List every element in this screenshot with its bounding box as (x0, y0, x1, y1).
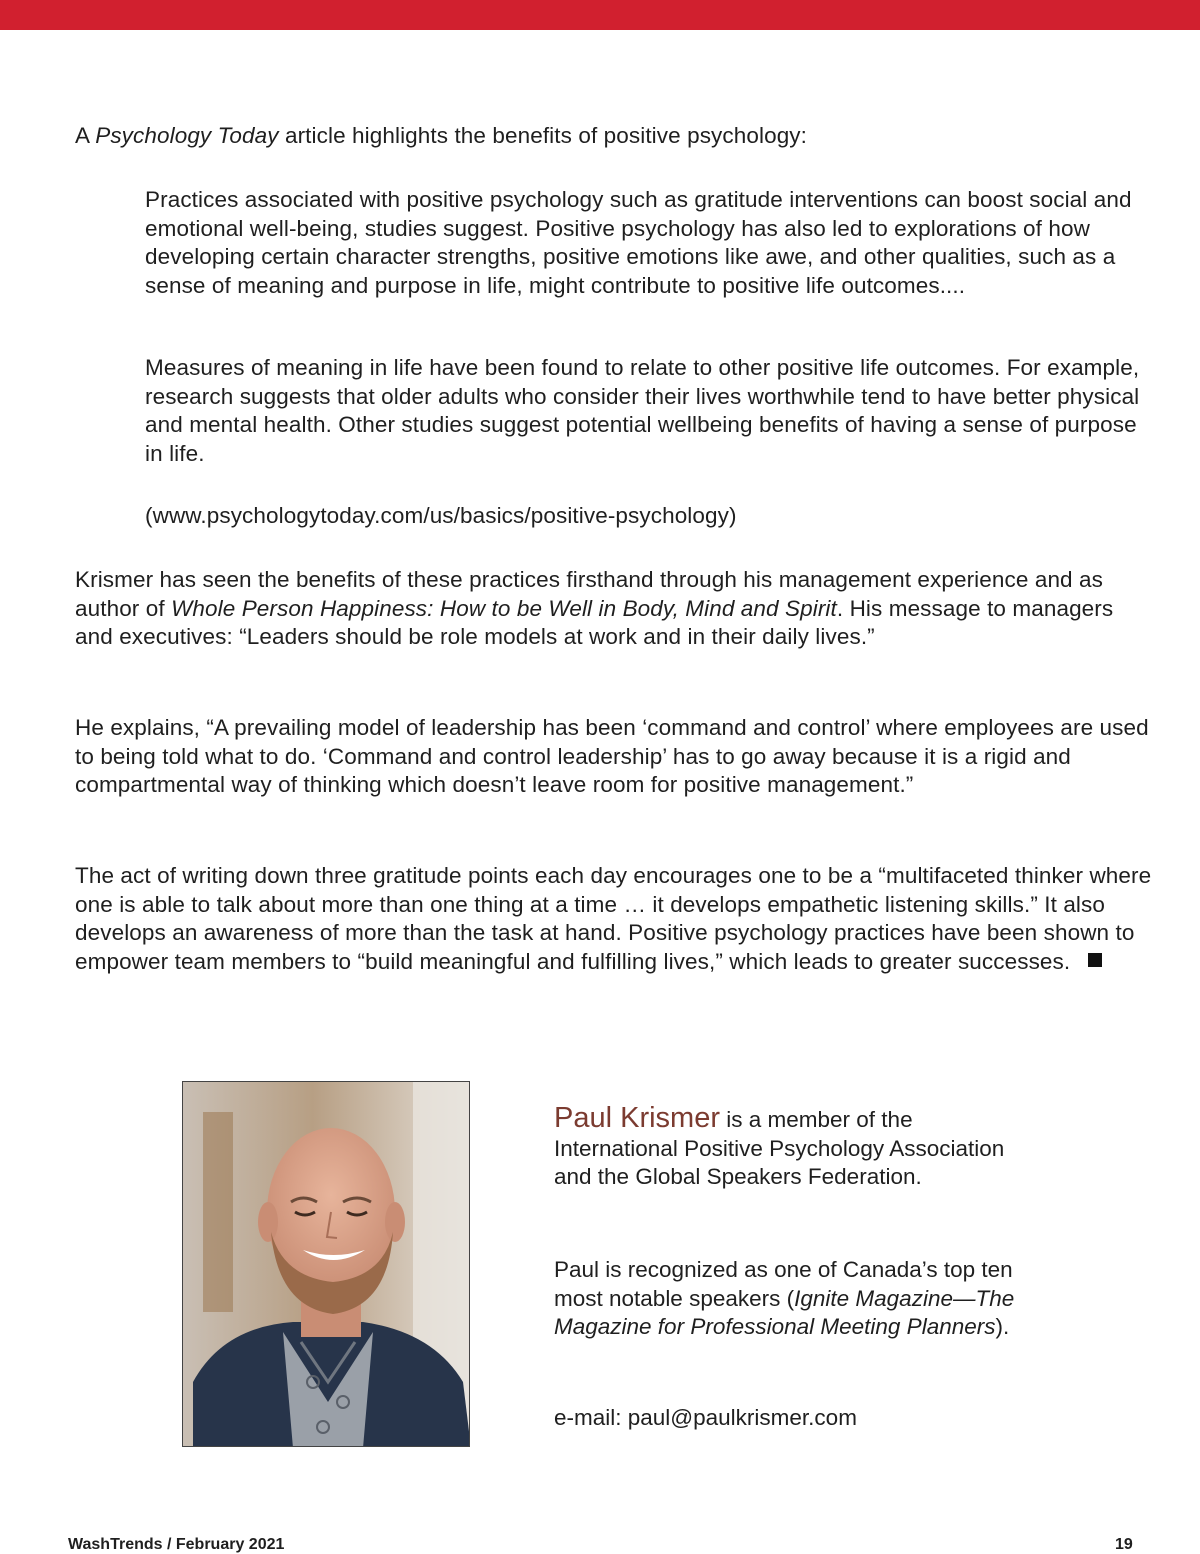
body-p1-before: Krismer has seen the benefits of these practices firsthand through his management experience and as author of (75, 567, 1103, 621)
body-paragraph-1 (75, 566, 1155, 652)
recognition-source: Ignite Magazine—The Magazine for Professional Meeting Planners (554, 1285, 1015, 1339)
author-email: e-mail: paul@paulkrismer.com (554, 1405, 857, 1430)
author-bio-recognition (554, 1256, 1024, 1342)
book-title: Whole Person Happiness: How to be Well in Body, Mind and Spirit (171, 595, 837, 621)
publication-title: Psychology Today (95, 123, 279, 148)
quote-paragraph-1: Practices associated with positive psychology such as gratitude interventions can boost social and emotional well-being, studies suggest. Positive psychology has also led to explorations of how developing certain character strengths, positive emotions like awe, and other qualities, such as a sense of meaning and purpose in life, might contribute to positive life outcomes.... (145, 187, 1132, 298)
recognition-after: ). (995, 1314, 1010, 1339)
body-p1-after: . His message to managers and executives: “Leaders should be role models at work and in their daily lives.” (75, 595, 1114, 649)
body-paragraph-2: He explains, “A prevailing model of leadership has been ‘command and control’ where employees are used to being told what to do. ‘Command and control leadership’ has to go away because it is a rigid and compartmental way of thinking which doesn’t leave room for positive management.” (75, 715, 1149, 797)
quote-source: (www.psychologytoday.com/us/basics/positive-psychology) (145, 503, 737, 528)
page-number: 19 (1115, 1536, 1133, 1553)
body-paragraph-3 (75, 862, 1155, 976)
quote-paragraph-2: Measures of meaning in life have been found to relate to other positive life outcomes. For example, research suggests that older adults who consider their lives worthwhile tend to have better physical and mental health. Other studies suggest potential wellbeing benefits of having a sense of purpose in life. (145, 355, 1140, 466)
intro-prefix: A (75, 123, 96, 148)
author-photo (182, 1081, 470, 1447)
author-bio-membership (554, 1104, 1024, 1192)
author-name: Paul Krismer (554, 1102, 720, 1134)
intro-suffix: article highlights the benefits of positive psychology: (278, 123, 808, 148)
body-p3-text: The act of writing down three gratitude points each day encourages one to be a “multifaceted thinker where one is able to talk about more than one thing at a time … it develops empathetic listening skills.” It also develops an awareness of more than the task at hand. Positive psychology practices have been shown to empower team members to “build meaningful and fulfilling lives,” which leads to greater successes. (75, 863, 1152, 974)
end-of-article-mark (1088, 953, 1102, 967)
intro-paragraph (75, 122, 1155, 151)
footer-publication: WashTrends / February 2021 (68, 1536, 285, 1553)
recognition-before: Paul is recognized as one of Canada’s top ten most notable speakers ( (554, 1257, 1013, 1311)
membership-text: is a member of the International Positive Psychology Association and the Global Speakers Federation. (554, 1107, 1005, 1189)
top-accent-bar (0, 0, 1200, 30)
